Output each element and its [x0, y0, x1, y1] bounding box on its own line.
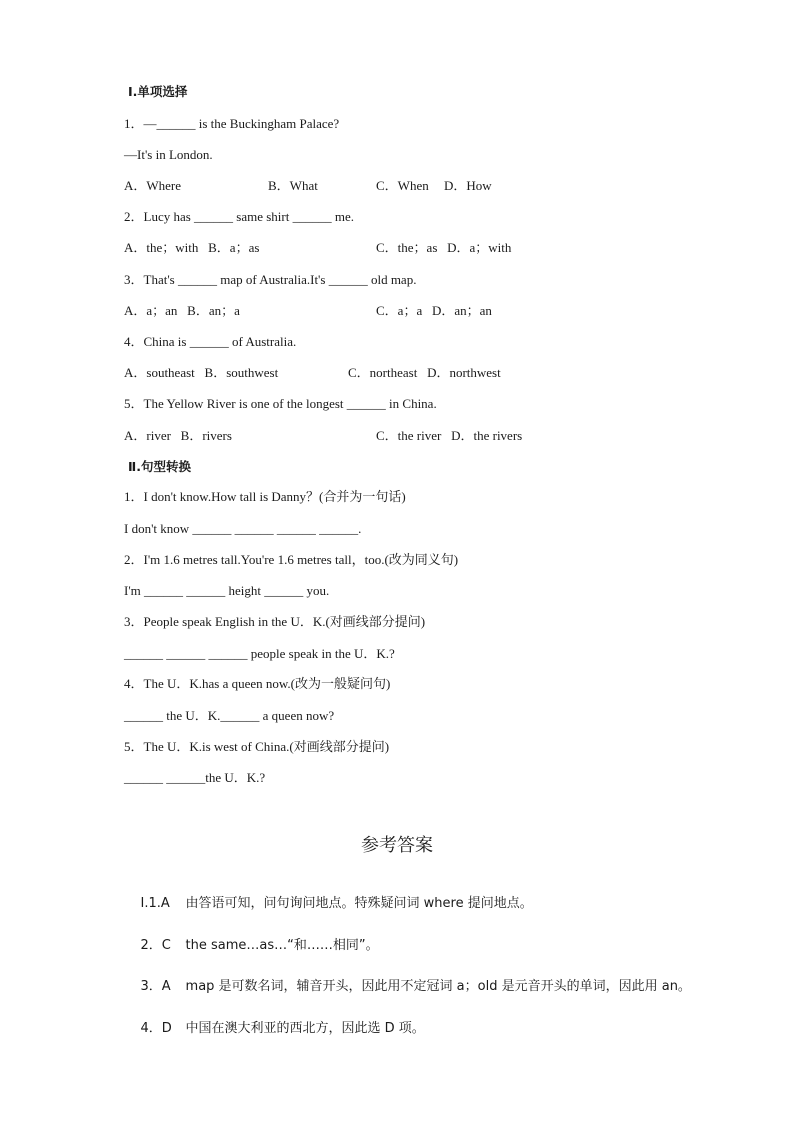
fill-in-line: I'm ______ ______ height ______ you. [124, 583, 330, 598]
answer-explanation: 由答语可知，问句询问地点。特殊疑问词 where 提问地点。 [185, 896, 533, 911]
question-stem: 2．I'm 1.6 metres tall.You're 1.6 metres tall，too.(改为同义句) [124, 552, 459, 567]
option-b: B．What [268, 178, 318, 193]
question-stem: 4．China is ______ of Australia. [124, 334, 297, 349]
option-d: D．How [444, 178, 492, 193]
question-stem: 5．The Yellow River is one of the longest ______ in China. [124, 396, 437, 411]
answer-explanation: map 是可数名词，辅音开头，因此用不定冠词 a；old 是元音开头的单词，因此用 an。 [185, 979, 691, 994]
section-title-multiple-choice: Ⅰ.单项选择 [128, 84, 188, 99]
answer-explanation: 中国在澳大利亚的西北方，因此选 D 项。 [185, 1021, 425, 1036]
fill-in-line: ______ ______the U．K.? [124, 770, 266, 785]
option-a: A．Where [124, 178, 182, 193]
question-stem: 3．That's ______ map of Australia.It's ______ old map. [124, 272, 417, 287]
question-stem: 3．People speak English in the U．K.(对画线部分提问) [124, 614, 426, 629]
fill-in-line: I don't know ______ ______ ______ ______. [124, 521, 362, 536]
answer-number: Ⅰ.1.A [140, 896, 170, 911]
options-ab: A．river B．rivers [124, 428, 232, 443]
answer-key-title: 参考答案 [361, 835, 433, 856]
answer-number: 4．D [140, 1021, 172, 1036]
option-c: C．When [376, 178, 429, 193]
section-title-sentence-transformation: Ⅱ.句型转换 [128, 459, 191, 474]
question-stem: 5．The U．K.is west of China.(对画线部分提问) [124, 739, 390, 754]
question-stem: 1．—______ is the Buckingham Palace? [124, 116, 340, 131]
answer-item [124, 880, 533, 928]
answer-number: 2．C [140, 938, 171, 953]
options-cd: C．a；a D．an；an [376, 303, 492, 318]
fill-in-line: ______ the U．K.______ a queen now? [124, 708, 335, 723]
options-cd: C．the river D．the rivers [376, 428, 523, 443]
options-ab: A．the；with B．a；as [124, 240, 260, 255]
fill-in-line: ______ ______ ______ people speak in the U．K.? [124, 646, 395, 661]
question-stem: 2．Lucy has ______ same shirt ______ me. [124, 209, 354, 224]
answer-number: 3．A [140, 979, 171, 994]
question-reply: —It's in London. [124, 147, 213, 162]
answer-explanation: the same…as…“和……相同”。 [185, 938, 379, 953]
answer-item [124, 1005, 425, 1053]
options-ab: A．a；an B．an；a [124, 303, 240, 318]
options-cd: C．the；as D．a；with [376, 240, 512, 255]
question-stem: 1．I don't know.How tall is Danny？(合并为一句话) [124, 489, 406, 504]
options-ab: A．southeast B．southwest [124, 365, 279, 380]
options-cd: C．northeast D．northwest [348, 365, 501, 380]
question-stem: 4．The U．K.has a queen now.(改为一般疑问句) [124, 676, 391, 691]
answer-item [124, 963, 691, 1011]
